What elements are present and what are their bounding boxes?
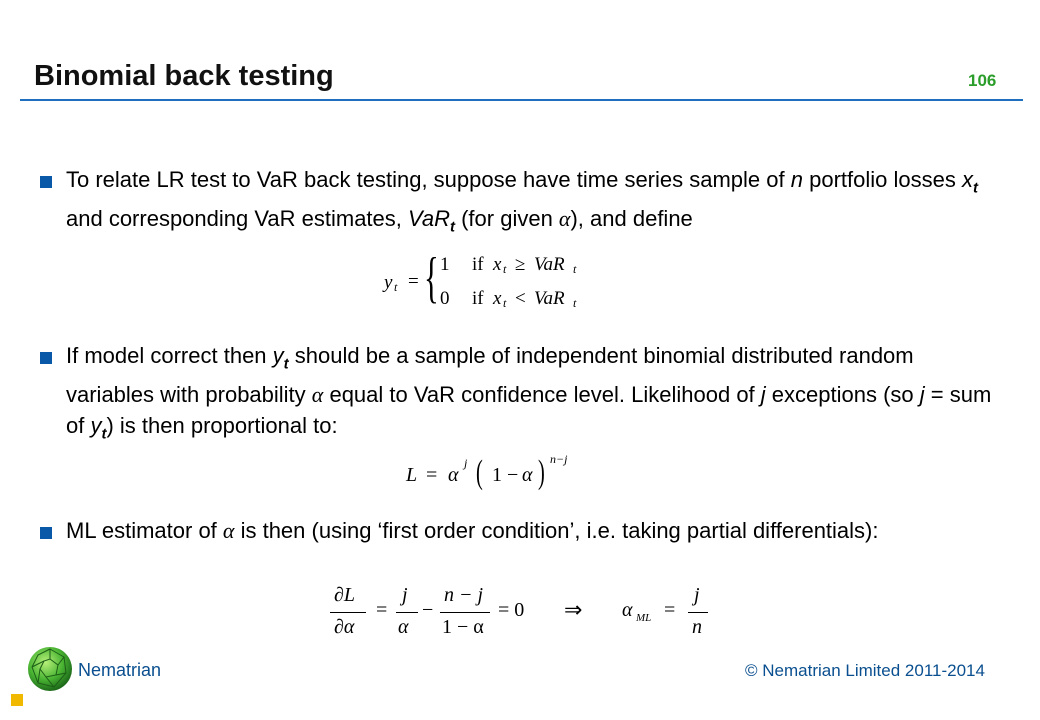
text-run: (for given: [454, 206, 559, 232]
math-superscript: n−j: [550, 452, 568, 466]
text-run: If model correct then: [66, 343, 273, 368]
math-symbol: 0: [440, 288, 450, 309]
text-run: j: [760, 382, 766, 408]
bullet-text-2: [66, 340, 1006, 450]
text-run: equal to VaR confidence level. Likelihood of: [323, 382, 761, 408]
math-symbol: <: [515, 288, 526, 309]
math-symbol: =: [664, 599, 676, 621]
math-symbol: VaR: [534, 288, 565, 309]
alpha-symbol: α: [222, 518, 235, 543]
math-symbol: VaR: [534, 254, 565, 275]
fraction-bar: [440, 612, 490, 613]
bullet-marker: [40, 352, 52, 364]
math-symbol: = 0: [498, 599, 525, 621]
bullet-text-1: [66, 164, 1006, 243]
math-symbol: =: [408, 271, 419, 292]
math-symbol: 1 −: [492, 464, 519, 486]
math-symbol: =: [376, 599, 388, 621]
math-subscript: ML: [636, 612, 652, 624]
corner-square: [11, 694, 23, 706]
text-run: t: [283, 355, 289, 373]
math-symbol: n − j: [444, 584, 484, 606]
text-run: t: [972, 179, 978, 197]
alpha-symbol: α: [398, 616, 409, 638]
equation-ml-estimator: [330, 582, 730, 644]
bullet-marker: [40, 527, 52, 539]
math-symbol: ∂α: [334, 616, 355, 638]
alpha-symbol: α: [522, 464, 533, 486]
alpha-symbol: α: [622, 599, 633, 621]
math-subscript: t: [503, 262, 507, 276]
bullet-text-3: [66, 515, 1006, 546]
text-run: y: [272, 343, 284, 368]
fraction-bar: [688, 612, 708, 613]
math-symbol: j: [694, 584, 700, 606]
equation-indicator: [384, 247, 584, 320]
title-divider: [20, 99, 1023, 101]
math-symbol: if: [472, 288, 484, 309]
text-run: t: [449, 218, 455, 236]
text-run: exceptions (so: [765, 382, 920, 408]
alpha-symbol: α: [311, 382, 324, 408]
footer-copyright: © Nematrian Limited 2011-2014: [745, 661, 985, 680]
alpha-symbol: α: [448, 464, 459, 486]
bullet-marker: [40, 176, 52, 188]
math-symbol: −: [422, 599, 434, 621]
text-run: VaR: [408, 206, 450, 232]
math-subscript: t: [573, 262, 577, 276]
left-brace: {: [424, 247, 439, 309]
math-symbol: y: [384, 272, 393, 293]
math-subscript: t: [503, 296, 507, 310]
math-symbol: =: [426, 464, 438, 486]
text-run: portfolio losses: [802, 167, 962, 192]
fraction-bar: [396, 612, 418, 613]
math-symbol: x: [493, 254, 502, 275]
text-run: should be a sample of independent binomial distributed random variables with probability: [66, 343, 914, 408]
math-symbol: if: [472, 254, 484, 275]
right-paren: ): [538, 454, 545, 491]
text-run: n: [790, 167, 803, 192]
text-run: ), and define: [570, 206, 693, 232]
text-run: j: [919, 382, 925, 408]
slide-title: Binomial back testing: [34, 60, 334, 92]
text-run: ) is then proportional to:: [106, 413, 338, 439]
equation-likelihood: [406, 452, 586, 500]
math-symbol: 1 − α: [442, 616, 484, 638]
math-symbol: ∂L: [334, 584, 356, 606]
nematrian-logo: [26, 645, 74, 698]
text-run: ML estimator of: [66, 518, 223, 543]
math-subscript: t: [394, 280, 398, 294]
page-number: 106: [968, 71, 997, 90]
math-symbol: n: [692, 616, 702, 638]
text-run: To relate LR test to VaR back testing, suppose have time series sample of: [66, 167, 791, 192]
math-symbol: x: [493, 288, 502, 309]
math-symbol: ≥: [515, 254, 526, 275]
footer-brand: Nematrian: [78, 660, 162, 680]
text-run: x: [961, 167, 973, 192]
text-run: y: [90, 413, 102, 439]
math-superscript: j: [464, 456, 468, 470]
alpha-symbol: α: [558, 206, 571, 232]
text-run: is then (using ‘first order condition’, i.e. taking partial differentials):: [234, 518, 879, 543]
math-symbol: L: [406, 464, 418, 486]
text-run: = sum of: [66, 382, 992, 439]
math-subscript: t: [573, 296, 577, 310]
fraction-bar: [330, 612, 366, 613]
math-symbol: j: [402, 584, 408, 606]
implies-arrow: ⇒: [564, 597, 583, 622]
text-run: and corresponding VaR estimates,: [66, 206, 408, 232]
math-symbol: 1: [440, 254, 450, 275]
text-run: t: [101, 425, 107, 443]
left-paren: (: [476, 454, 483, 491]
